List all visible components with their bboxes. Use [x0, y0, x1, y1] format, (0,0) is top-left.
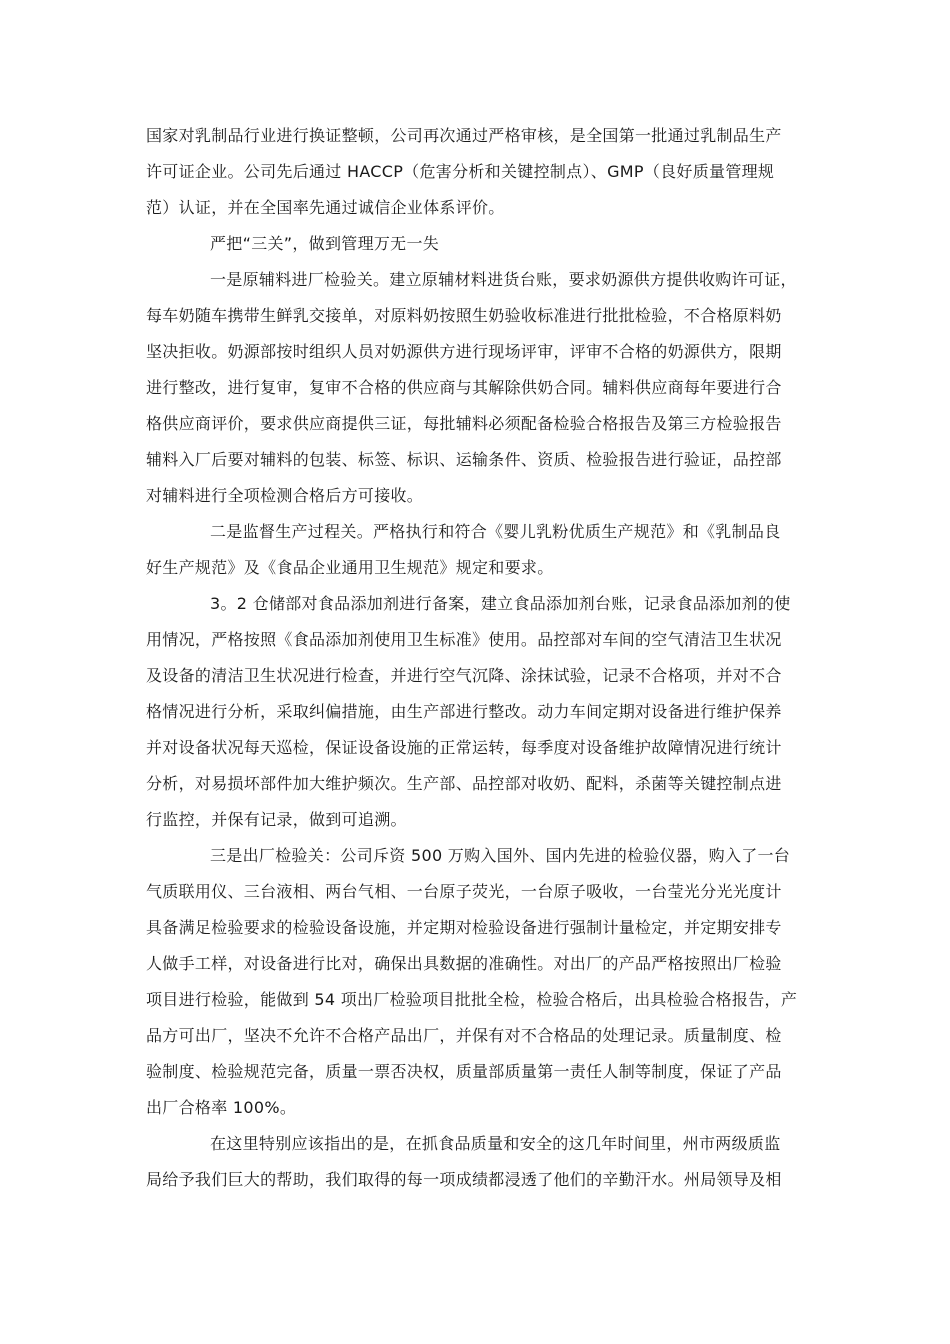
- text-line: 每车奶随车携带生鲜乳交接单，对原料奶按照生奶验收标准进行批批检验，不合格原料奶: [146, 306, 782, 325]
- text-line: 坚决拒收。奶源部按时组织人员对奶源供方进行现场评审，评审不合格的奶源供方，限期: [146, 342, 782, 361]
- text-line: 在这里特别应该指出的是，在抓食品质量和安全的这几年时间里，州市两级质监: [210, 1134, 781, 1153]
- text-line: 用情况，严格按照《食品添加剂使用卫生标准》使用。品控部对车间的空气清洁卫生状况: [146, 630, 782, 649]
- text-line: 格情况进行分析，采取纠偏措施，由生产部进行整改。动力车间定期对设备进行维护保养: [146, 702, 782, 721]
- text-line: 二是监督生产过程关。严格执行和符合《婴儿乳粉优质生产规范》和《乳制品良: [210, 522, 781, 541]
- text-line: 出厂合格率 100%。: [146, 1098, 297, 1117]
- text-line: 并对设备状况每天巡检，保证设备设施的正常运转，每季度对设备维护故障情况进行统计: [146, 738, 782, 757]
- text-line: 3。2 仓储部对食品添加剂进行备案，建立食品添加剂台账，记录食品添加剂的使: [210, 594, 791, 613]
- text-line: 局给予我们巨大的帮助，我们取得的每一项成绩都浸透了他们的辛勤汗水。州局领导及相: [146, 1170, 782, 1189]
- text-line: 具备满足检验要求的检验设备设施，并定期对检验设备进行强制计量检定，并定期安排专: [146, 918, 782, 937]
- paragraph: [146, 838, 818, 1126]
- text-line: 验制度、检验规范完备，质量一票否决权，质量部质量第一责任人制等制度，保证了产品: [146, 1062, 782, 1081]
- text-line: 国家对乳制品行业进行换证整顿，公司再次通过严格审核，是全国第一批通过乳制品生产: [146, 126, 782, 145]
- text-line: 严把“三关”，做到管理万无一失: [210, 234, 440, 253]
- text-line: 辅料入厂后要对辅料的包装、标签、标识、运输条件、资质、检验报告进行验证，品控部: [146, 450, 782, 469]
- text-line: 范）认证，并在全国率先通过诚信企业体系评价。: [146, 198, 505, 217]
- text-line: 一是原辅料进厂检验关。建立原辅材料进货台账，要求奶源供方提供收购许可证，: [210, 270, 797, 289]
- text-line: 格供应商评价，要求供应商提供三证，每批辅料必须配备检验合格报告及第三方检验报告: [146, 414, 782, 433]
- document-body: [146, 118, 818, 1198]
- text-line: 及设备的清洁卫生状况进行检查，并进行空气沉降、涂抹试验，记录不合格项，并对不合: [146, 666, 782, 685]
- text-line: 项目进行检验，能做到 54 项出厂检验项目批批全检，检验合格后，出具检验合格报告，产: [146, 990, 798, 1009]
- text-line: 品方可出厂，坚决不允许不合格产品出厂，并保有对不合格品的处理记录。质量制度、检: [146, 1026, 782, 1045]
- text-line: 许可证企业。公司先后通过 HACCP（危害分析和关键控制点）、GMP（良好质量管理规: [146, 162, 775, 181]
- text-line: 行监控，并保有记录，做到可追溯。: [146, 810, 407, 829]
- text-line: 进行整改，进行复审，复审不合格的供应商与其解除供奶合同。辅料供应商每年要进行合: [146, 378, 782, 397]
- text-line: 好生产规范》及《食品企业通用卫生规范》规定和要求。: [146, 558, 554, 577]
- text-line: 三是出厂检验关：公司斥资 500 万购入国外、国内先进的检验仪器，购入了一台: [210, 846, 791, 865]
- paragraph: [146, 226, 818, 262]
- text-line: 气质联用仪、三台液相、两台气相、一台原子荧光，一台原子吸收，一台莹光分光光度计: [146, 882, 782, 901]
- text-line: 分析，对易损坏部件加大维护频次。生产部、品控部对收奶、配料，杀菌等关键控制点进: [146, 774, 782, 793]
- paragraph: [146, 586, 818, 838]
- paragraph: [146, 514, 818, 586]
- paragraph: [146, 262, 818, 514]
- paragraph: [146, 118, 818, 226]
- paragraph: [146, 1126, 818, 1198]
- text-line: 人做手工样，对设备进行比对，确保出具数据的准确性。对出厂的产品严格按照出厂检验: [146, 954, 782, 973]
- text-line: 对辅料进行全项检测合格后方可接收。: [146, 486, 424, 505]
